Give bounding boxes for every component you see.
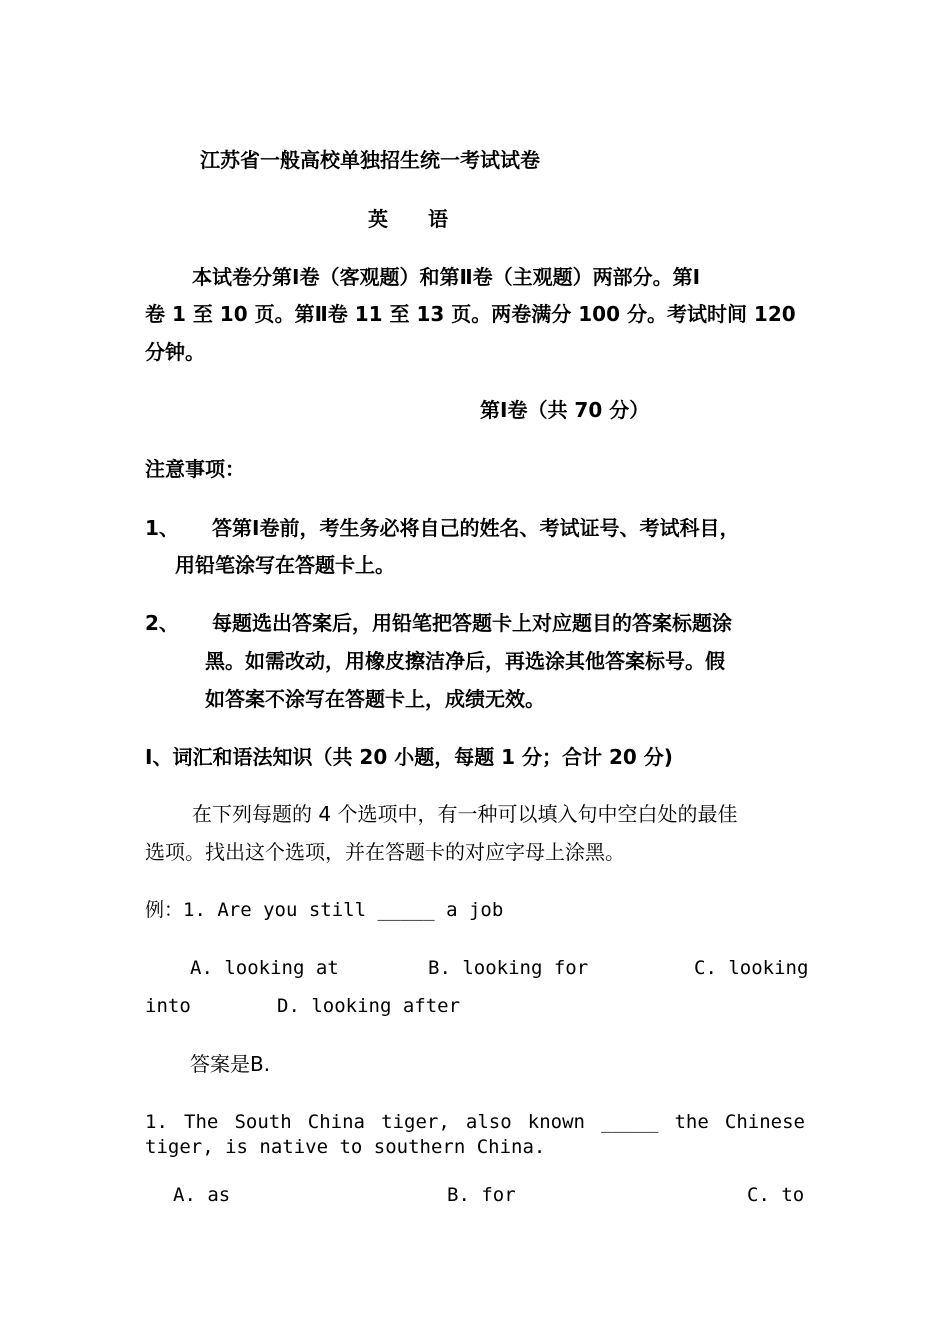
example-answer: 答案是B. [190, 1052, 271, 1076]
intro-line-1: 本试卷分第Ⅰ卷（客观题）和第Ⅱ卷（主观题）两部分。第Ⅰ [192, 265, 701, 289]
example-question: 例：1. Are you still _____ a job [145, 899, 504, 921]
question-1-line-1: 1. The South China tiger, also known _____ the Chinese [145, 1111, 805, 1133]
notes-heading: 注意事项： [145, 457, 245, 481]
example-option-b: B. looking for [428, 957, 589, 979]
note-1-line-2: 用铅笔涂写在答题卡上。 [175, 553, 395, 577]
part1-title: Ⅰ、词汇和语法知识（共 20 小题，每题 1 分；合计 20 分) [145, 745, 673, 769]
subject-title: 英 语 [368, 207, 448, 231]
section-title: 第Ⅰ卷（共 70 分） [480, 398, 650, 422]
note-2-line-1: 每题选出答案后，用铅笔把答题卡上对应题目的答案标题涂 [212, 611, 732, 635]
question-1-line-2: tiger, is native to southern China. [145, 1136, 546, 1158]
exam-title: 江苏省一般高校单独招生统一考试试卷 [200, 148, 540, 172]
part1-instruction-line-1: 在下列每题的 4 个选项中，有一种可以填入句中空白处的最佳 [192, 802, 738, 826]
note-2-line-2: 黑。如需改动，用橡皮擦洁净后，再选涂其他答案标号。假 [205, 649, 725, 673]
intro-line-2: 卷 1 至 10 页。第Ⅱ卷 11 至 13 页。两卷满分 100 分。考试时间 120 [145, 302, 796, 326]
example-option-c: C. looking [694, 957, 809, 979]
note-1-line-1: 答第Ⅰ卷前，考生务必将自己的姓名、考试证号、考试科目， [212, 516, 740, 540]
note-1-number: 1、 [145, 516, 179, 540]
note-2-number: 2、 [145, 611, 179, 635]
question-1-option-b: B. for [447, 1184, 516, 1206]
example-option-a: A. looking at [190, 957, 339, 979]
question-1-option-c: C. to [747, 1184, 805, 1206]
example-option-c-continued: into [145, 995, 191, 1017]
intro-line-3: 分钟。 [145, 340, 205, 364]
note-2-line-3: 如答案不涂写在答题卡上，成绩无效。 [205, 687, 545, 711]
example-option-d: D. looking after [277, 995, 461, 1017]
question-1-option-a: A. as [173, 1184, 231, 1206]
part1-instruction-line-2: 选项。找出这个选项，并在答题卡的对应字母上涂黑。 [145, 840, 625, 864]
